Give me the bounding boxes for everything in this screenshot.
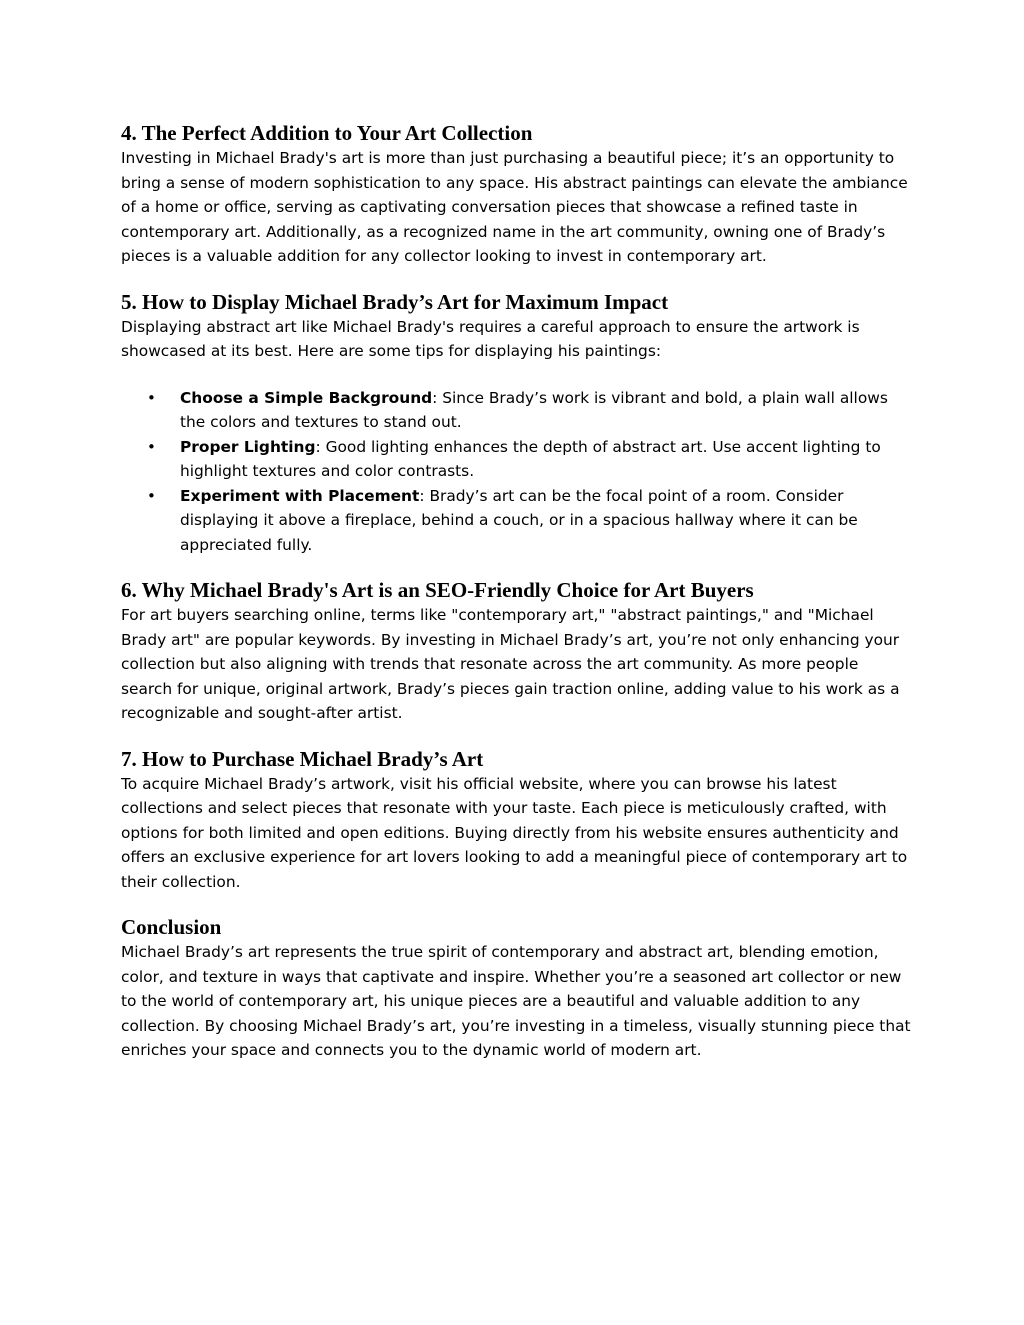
- bullet-icon: •: [147, 388, 156, 407]
- bullet-icon: •: [147, 437, 156, 456]
- tip-text: : Good lighting enhances the depth of abstract art. Use accent lighting to highlight textures and color contrasts.: [180, 437, 881, 480]
- list-item: [121, 435, 911, 484]
- section-perfect-addition: [121, 120, 911, 269]
- section-heading: 6. Why Michael Brady's Art is an SEO-Friendly Choice for Art Buyers: [121, 578, 754, 602]
- section-paragraph: Michael Brady’s art represents the true spirit of contemporary and abstract art, blending emotion, color, and texture in ways that captivate and inspire. Whether you’re a seasoned art collector or new to the world of contemporary art, his unique pieces are a beautiful and valuable addition to any collection. By choosing Michael Brady’s art, you’re investing in a timeless, visually stunning piece that enriches your space and connects you to the dynamic world of modern art.: [121, 943, 911, 1059]
- tip-term: Choose a Simple Background: [180, 388, 433, 407]
- list-item: [121, 386, 911, 435]
- tips-list: [121, 386, 911, 558]
- tip-text: : Brady’s art can be the focal point of a room. Consider displaying it above a fireplace, behind a couch, or in a spacious hallway where it can be appreciated fully.: [180, 486, 858, 554]
- section-paragraph: To acquire Michael Brady’s artwork, visit his official website, where you can browse his latest collections and select pieces that resonate with your taste. Each piece is meticulously crafted, with options for both limited and open editions. Buying directly from his website ensures authenticity and offers an exclusive experience for art lovers looking to add a meaningful piece of contemporary art to their collection.: [121, 774, 908, 891]
- section-seo-friendly: [121, 577, 911, 726]
- section-paragraph: Displaying abstract art like Michael Brady's requires a careful approach to ensure the artwork is showcased at its best. Here are some tips for displaying his paintings:: [121, 317, 860, 360]
- section-conclusion: [121, 914, 911, 1063]
- tip-text: : Since Brady’s work is vibrant and bold, a plain wall allows the colors and textures to stand out.: [180, 388, 888, 431]
- section-how-to-purchase: [121, 746, 911, 895]
- section-paragraph: For art buyers searching online, terms like "contemporary art," "abstract paintings," and "Michael Brady art" are popular keywords. By investing in Michael Brady’s art, you’re not only enhancing your collection but also aligning with trends that resonate across the art community. As more people search for unique, original artwork, Brady’s pieces gain traction online, adding value to his work as a recognizable and sought-after artist.: [121, 606, 900, 722]
- bullet-icon: •: [147, 486, 156, 505]
- list-item: [121, 484, 911, 558]
- section-paragraph: Investing in Michael Brady's art is more than just purchasing a beautiful piece; it’s an opportunity to bring a sense of modern sophistication to any space. His abstract paintings can elevate the ambiance of a home or office, serving as captivating conversation pieces that showcase a refined taste in contemporary art. Additionally, as a recognized name in the art community, owning one of Brady’s pieces is a valuable addition for any collector looking to invest in contemporary art.: [121, 149, 908, 265]
- section-how-to-display: [121, 289, 911, 558]
- section-heading: 4. The Perfect Addition to Your Art Collection: [121, 121, 533, 145]
- tip-term: Experiment with Placement: [180, 486, 420, 505]
- section-heading: 7. How to Purchase Michael Brady’s Art: [121, 746, 484, 771]
- section-heading: 5. How to Display Michael Brady’s Art for Maximum Impact: [121, 289, 669, 314]
- section-heading: Conclusion: [121, 915, 222, 939]
- document-page: [121, 120, 911, 1083]
- tip-term: Proper Lighting: [180, 437, 316, 456]
